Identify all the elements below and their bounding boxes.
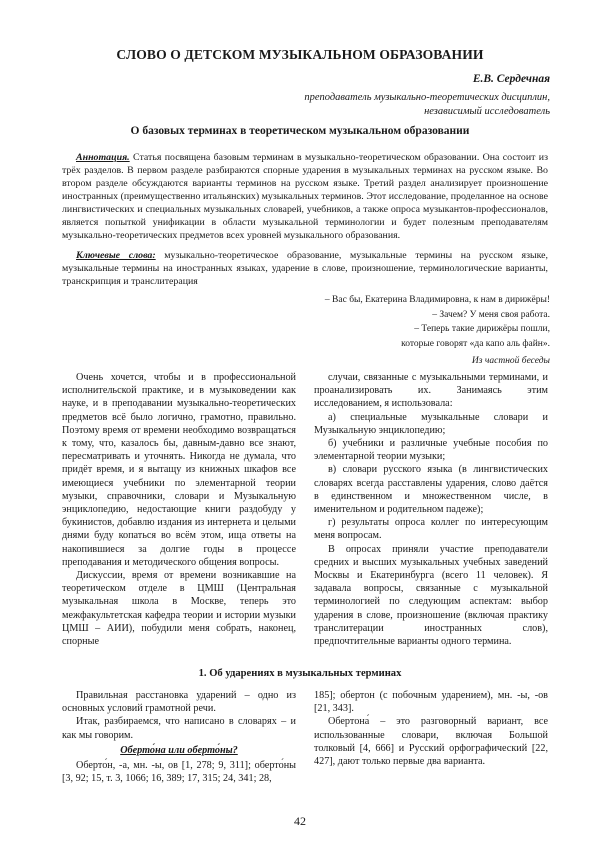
section-column-left (62, 689, 296, 785)
author-position (304, 91, 550, 119)
abstract-label: Аннотация. (76, 152, 130, 163)
body-paragraph: случаи, связанные с музыкальными терминами, и проанализировать их. Занимаясь этим исследованием, я использовала: (314, 372, 548, 410)
keywords-label: Ключевые слова: (76, 250, 156, 261)
section-heading: 1. Об ударениях в музыкальных терминах (198, 668, 402, 679)
subsection-question: Оберто́на или оберто́ны? (120, 744, 238, 756)
author-position-line: преподаватель музыкально-теоретических дисциплин, (304, 92, 550, 103)
article-title: О базовых терминах в теоретическом музыкальном образовании (130, 125, 470, 137)
list-item: а) специальные музыкальные словари и Музыкальную энциклопедию; (314, 411, 548, 436)
epigraph-line: – Теперь такие дирижёры пошли, (414, 324, 550, 334)
body-paragraph: В опросах приняли участие преподаватели средних и высших музыкальных учебных заведений Москвы и Екатеринбурга (всего 11 человек). Я задавала вопросы, связанные с музыкальной терминологией по следующим аспектам: выбор ударения в слове, произношение (включая практику транслитерации иностранных слов), предпочтительные варианты одного термина. (314, 543, 548, 648)
body-column-right (314, 371, 548, 648)
keywords-text: музыкально-теоретическое образование, музыкальные термины на русском языке, музыкальные термины на иностранных языках, ударение в слове, произношение, терминологические варианты, транскрипция и транслитерация (62, 250, 549, 288)
page-number: 42 (294, 814, 306, 828)
epigraph (250, 293, 550, 369)
list-item: в) словари русского языка (в лингвистических словарях всегда расставлены ударения, слово даётся в единственном и множественном числе, в именительном и родительном падеже); (314, 464, 548, 516)
body-paragraph: Обертона́ – это разговорный вариант, все использованные словари, включая Большой толковый [4, 666] и Русский орфографический [22, 427], дают только первые два варианта. (314, 716, 548, 768)
keywords (62, 249, 548, 288)
epigraph-source: Из частной беседы (471, 356, 550, 366)
dictionary-entry-continued: 185]; обертон (с побочным ударением), мн. -ы, -ов [21, 343]. (314, 690, 548, 715)
abstract (62, 151, 548, 242)
abstract-text: Статья посвящена базовым терминам в музыкально-теоретическом образовании. Она состоит из трёх разделов. В первом разделе разбираются спорные ударения в музыкальных терминах на русском языке. Во втором разделе обсуждаются варианты терминов на русском языке. Третий раздел анализирует произношение иностранных (преимущественно итальянских) музыкальных терминов. Этот исследование, проделанное на основе лингвистических и специальных музыкальных словарей, учебников, а также опроса музыкантов-профессионалов, является попыткой унификации в области музыкальной терминологии и будет полезным преподавателям музыкально-теоретических предметов всех уровней музыкального образования. (62, 152, 548, 242)
body-paragraph: Правильная расстановка ударений – одно из основных условий грамотной речи. (62, 690, 296, 715)
epigraph-line: которые говорят «да капо аль файн». (401, 338, 550, 349)
list-item: г) результаты опроса коллег по интересующим меня вопросам. (314, 517, 548, 542)
article-collection-title: СЛОВО О ДЕТСКОМ МУЗЫКАЛЬНОМ ОБРАЗОВАНИИ (116, 47, 484, 62)
body-column-left (62, 371, 296, 648)
author-name: Е.В. Сердечная (472, 73, 550, 85)
epigraph-line: – Зачем? У меня своя работа. (432, 309, 550, 320)
body-paragraph: Очень хочется, чтобы и в профессиональной исполнительской практике, и в музыковедении как науке, и в преподавании музыкально-теоретических предметов всё было логично, грамотно, правильно. Поэтому время от времени необходимо возвращаться к тому, что, казалось бы, давным-давно все знают, пересматривать и уточнять. Никогда не думала, что придёт время, и я вытащу из книжных шкафов все имеющиеся учебники по элементарной теории музыки, справочники, словари и Музыкальную энциклопедию, недостающие книги раздобуду у букинистов, добавлю издания из интернета и целыми днями буду копаться во всём этом, ища ответы на накопившиеся за долгие годы в процессе преподавания и методического общения вопросы. (62, 372, 296, 568)
author-position-line: независимый исследователь (424, 106, 550, 117)
list-item: б) учебники и различные учебные пособия по элементарной теории музыки; (314, 438, 548, 463)
epigraph-line: – Вас бы, Екатерина Владимировна, к нам в дирижёры! (324, 295, 550, 305)
dictionary-entry: Оберто́н, -а, мн. -ы, ов [1, 278; 9, 311]; оберто́ны [3, 92; 15, т. 3, 1066; 16, 389; 17, 315; 24, 341; 28, (62, 760, 296, 785)
body-paragraph: Итак, разбираемся, что написано в словарях – и как мы говорим. (62, 716, 296, 741)
body-paragraph: Дискуссии, время от времени возникавшие на теоретическом отделе в ЦМШ (Центральная музыкальная школа в Москве, теперь это межфакультетская кафедра теории и истории музыки ЦМШ – АИИ), побудили меня собрать, наконец, спорные (62, 570, 296, 648)
section-column-right (314, 689, 548, 768)
